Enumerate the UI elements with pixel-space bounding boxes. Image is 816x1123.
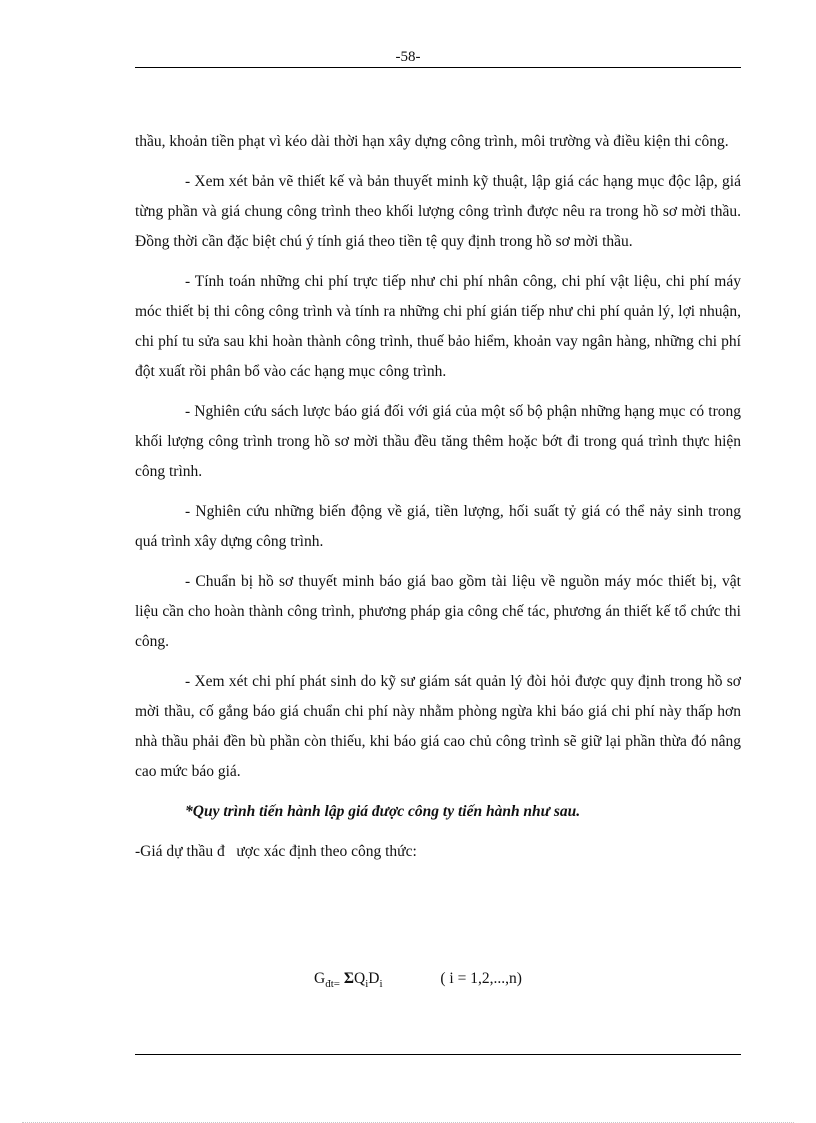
formula-g: G: [314, 970, 326, 987]
document-body: [135, 127, 741, 877]
formula-q-subscript: i: [365, 978, 369, 990]
paragraph-continuation: thầu, khoản tiền phạt vì kéo dài thời hạn xây dựng công trình, môi trường và điều kiện thi công.: [135, 133, 729, 150]
paragraph-supervision-costs: - Xem xét chi phí phát sinh do kỹ sư giám sát quản lý đòi hỏi được quy định trong hồ sơ mời thầu, cố gắng báo giá chuẩn chi phí này nhằm phòng ngừa khi báo giá chi phí này thấp hơn nhà thầu phải đền bù phần còn thiếu, khi báo giá cao chủ công trình sẽ giữ lại phần thừa đó nâng cao mức báo giá.: [135, 673, 741, 780]
formula-q: Q: [353, 970, 366, 987]
page-number: -58-: [395, 49, 421, 65]
paragraph-drawings-review: - Xem xét bản vẽ thiết kế và bản thuyết minh kỹ thuật, lập giá các hạng mục độc lập, giá từng phần và giá chung công trình theo khối lượng công trình được nêu ra trong hồ sơ mời thầu. Đồng thời cần đặc biệt chú ý tính giá theo tiền tệ quy định trong hồ sơ mời thầu.: [135, 173, 741, 250]
bid-price-formula: [314, 970, 522, 990]
section-heading: *Quy trình tiến hành lập giá được công ty tiến hành như sau.: [185, 803, 581, 820]
formula-g-subscript: đt=: [325, 978, 340, 990]
header-rule: [135, 67, 741, 68]
formula-d-subscript: i: [379, 978, 383, 990]
paragraph-pricing-strategy: - Nghiên cứu sách lược báo giá đối với giá của một số bộ phận những hạng mục có trong khối lượng công trình trong hồ sơ mời thầu đều tăng thêm hoặc bớt đi trong quá trình thực hiện công trình.: [135, 403, 741, 480]
sigma-symbol: Σ: [343, 970, 354, 987]
formula-index-range: ( i = 1,2,...,n): [440, 970, 522, 987]
footer-rule: [135, 1054, 741, 1055]
formula-intro: -Giá dự thầu đ ược xác định theo công thức:: [135, 843, 417, 860]
formula-d: D: [368, 970, 380, 987]
paragraph-bid-documents: - Chuẩn bị hồ sơ thuyết minh báo giá bao gồm tài liệu về nguồn máy móc thiết bị, vật liệu cần cho hoàn thành công trình, phương pháp gia công chế tác, phương án thiết kế tổ chức thi công.: [135, 573, 741, 650]
paragraph-price-fluctuation: - Nghiên cứu những biến động về giá, tiền lượng, hối suất tỷ giá có thể nảy sinh trong quá trình xây dựng công trình.: [135, 503, 741, 550]
paragraph-cost-calculation: - Tính toán những chi phí trực tiếp như chi phí nhân công, chi phí vật liệu, chi phí máy móc thiết bị thi công công trình và tính ra những chi phí gián tiếp như chi phí quản lý, lợi nhuận, chi phí tu sửa sau khi hoàn thành công trình, thuế bảo hiểm, khoản vay ngân hàng, những chi phí đột xuất rồi phân bổ vào các hạng mục công trình.: [135, 273, 741, 380]
